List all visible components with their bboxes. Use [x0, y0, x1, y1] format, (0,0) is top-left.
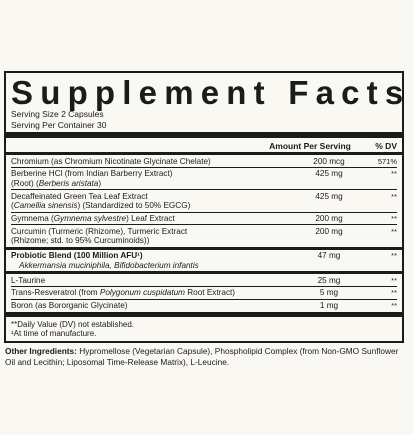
table-row [11, 224, 397, 246]
supplement-facts-panel [4, 71, 411, 343]
ingredient-dv: ** [391, 226, 397, 236]
ingredient-dv: ** [391, 169, 397, 179]
table-row [11, 299, 397, 312]
ingredient-dv: ** [391, 288, 397, 298]
ingredient-amount: 425 mg [315, 169, 343, 179]
amount-header: Amount Per Serving [269, 141, 351, 151]
other-ingredients-text: Hypromellose (Vegetarian Capsule), Phospholipid Complex (from Non-GMO Sunflower Oil and Lecithin; Liposomal Time-Release Matrix), L-Leucine. [5, 346, 399, 367]
other-ingredients-label: Other Ingredients: [5, 346, 77, 356]
ingredient-name: Trans-Resveratrol (from Polygonum cuspidatum Root Extract) [11, 288, 236, 298]
ingredient-dv: ** [391, 275, 397, 285]
ingredient-detail: (Rhizome; std. to 95% Curcuminoids)) [11, 236, 150, 246]
table-row [11, 189, 397, 211]
ingredient-amount: 1 mg [319, 301, 339, 311]
ingredient-dv: ** [391, 251, 397, 261]
ingredient-name: Boron (as Bororganic Glycinate) [11, 301, 128, 311]
ingredient-dv: ** [391, 214, 397, 224]
table-row [11, 155, 397, 167]
footnote-manufacture: ¹At time of manufacture. [11, 328, 97, 338]
ingredient-name: L-Taurine [11, 275, 46, 285]
table-header [11, 140, 397, 152]
table-row [11, 167, 397, 189]
table-row [11, 274, 397, 286]
table-row [11, 250, 397, 271]
ingredient-amount: 200 mcg [313, 156, 345, 166]
divider-thick [6, 132, 402, 138]
ingredient-amount: 47 mg [317, 251, 341, 261]
ingredient-dv: ** [391, 301, 397, 311]
ingredient-name: Curcumin (Turmeric (Rhizome), Turmeric Extract [11, 226, 188, 236]
servings-per-container: Serving Per Container 30 [11, 119, 107, 130]
other-ingredients [5, 346, 409, 367]
ingredient-name: Gymnema (Gymnema sylvestre) Leaf Extract [11, 214, 175, 224]
footnote-dv: **Daily Value (DV) not established. [11, 319, 135, 329]
ingredient-name: Berberine HCl (from Indian Barberry Extract) [11, 169, 173, 179]
ingredient-name: Decaffeinated Green Tea Leaf Extract [11, 191, 148, 201]
table-row [11, 286, 397, 299]
table-row [11, 212, 397, 225]
ingredient-name: Chromium (as Chromium Nicotinate Glycinate Chelate) [11, 156, 211, 166]
ingredient-amount: 200 mg [315, 214, 343, 224]
ingredient-detail: Akkermansia muciniphila, Bifidobacterium infantis [19, 260, 199, 270]
ingredient-amount: 25 mg [317, 275, 341, 285]
footnotes [11, 317, 397, 338]
ingredient-dv: 571% [377, 156, 397, 166]
ingredient-amount: 200 mg [315, 226, 343, 236]
ingredient-name: Probiotic Blend (100 Million AFU¹) [11, 251, 143, 261]
ingredient-amount: 5 mg [319, 288, 339, 298]
ingredient-amount: 425 mg [315, 191, 343, 201]
dv-header: % DV [375, 141, 397, 151]
ingredient-detail: (Root) (Berberis aristata) [11, 178, 102, 188]
ingredient-detail: (Camellia sinensis) (Standardized to 50% EGCG) [11, 201, 191, 211]
ingredient-dv: ** [391, 191, 397, 201]
panel-title: Supplement Facts [11, 74, 411, 111]
serving-size: Serving Size 2 Capsules [11, 109, 104, 119]
